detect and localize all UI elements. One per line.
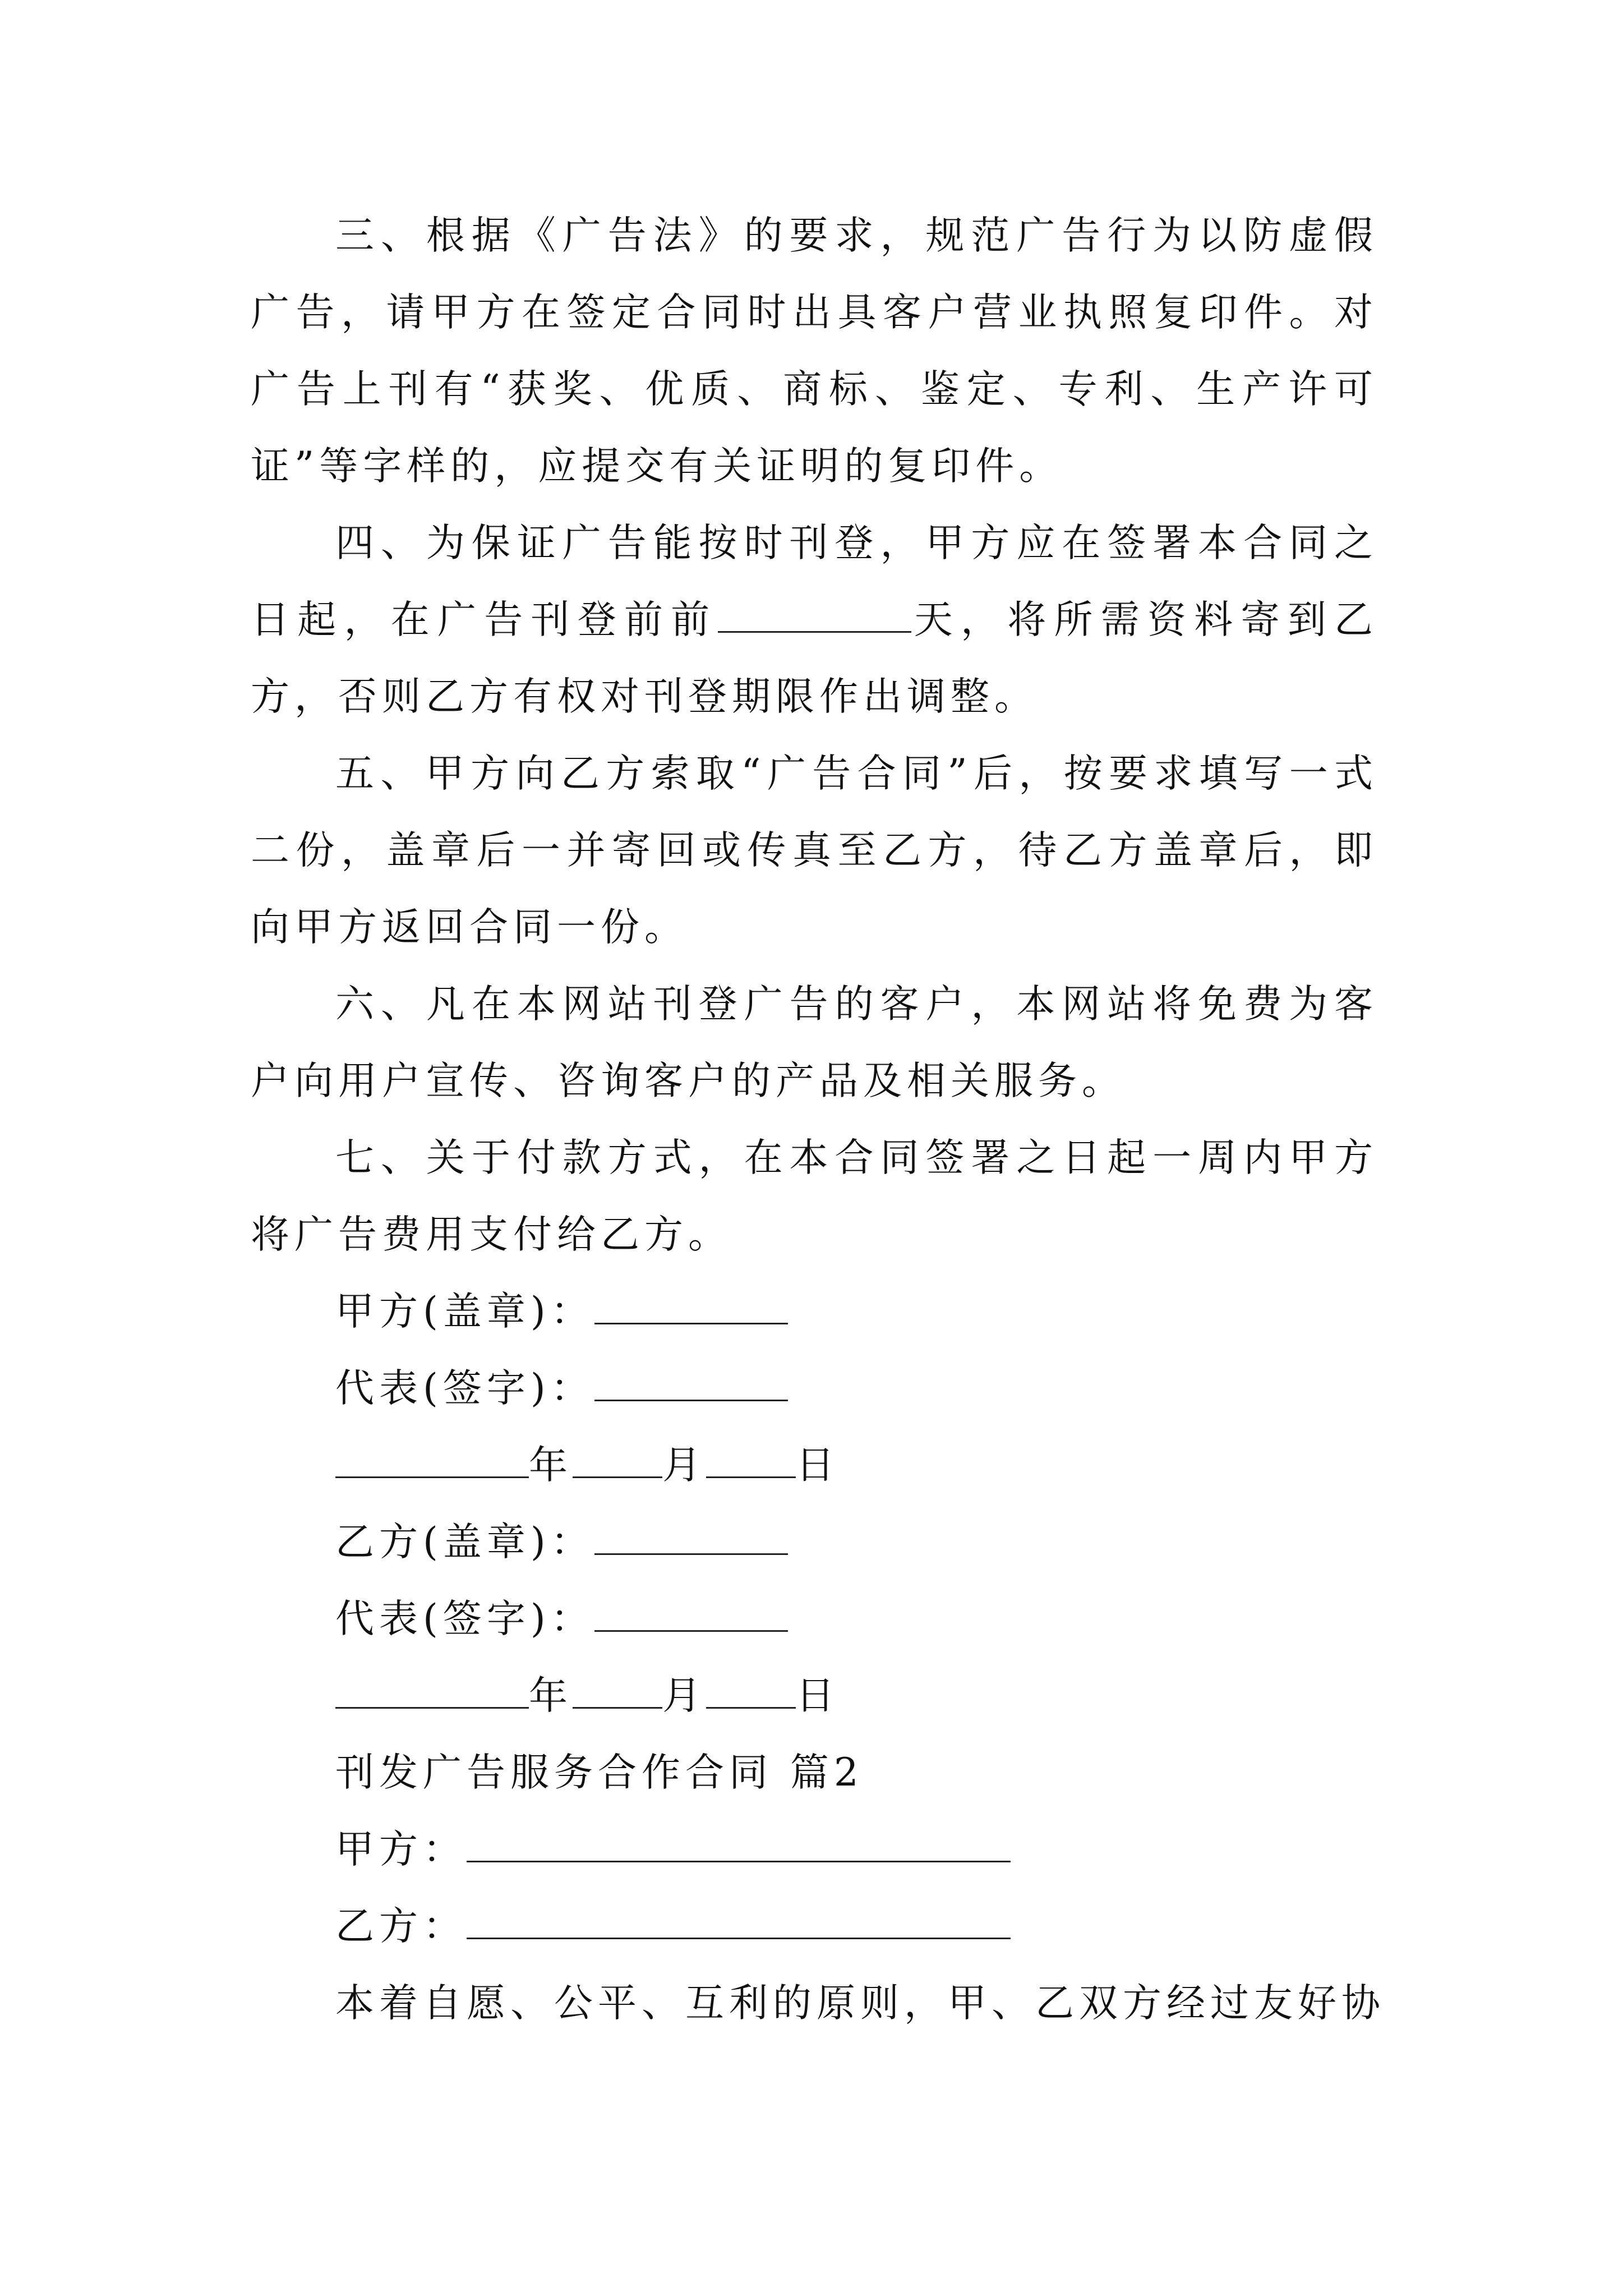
party-a-seal-blank: [594, 1289, 788, 1324]
document-body: [251, 197, 1385, 2042]
party-b-date-line: [251, 1658, 1378, 1734]
month-label: 月: [662, 1443, 706, 1488]
clause-4: [251, 505, 1378, 735]
party-b-seal-label: 乙方(盖章)：: [335, 1520, 594, 1565]
year-blank: [335, 1443, 529, 1478]
party-a-blank: [467, 1827, 1011, 1862]
party-a-rep-blank: [594, 1366, 788, 1401]
day-blank: [706, 1443, 796, 1478]
party-b-rep-line: [251, 1581, 1378, 1658]
day-label: 日: [796, 1443, 840, 1488]
year-label: 年: [529, 1443, 573, 1488]
clause-3: 三、根据《广告法》的要求，规范广告行为以防虚假广告，请甲方在签定合同时出具客户营业执照复印件。对广告上刊有“获奖、优质、商标、鉴定、专利、生产许可证”等字样的，应提交有关证明的复印件。: [251, 213, 1378, 489]
year-blank: [335, 1673, 529, 1709]
party-a-date-line: [251, 1427, 1378, 1504]
party-a-seal-label: 甲方(盖章)：: [335, 1289, 594, 1334]
day-label: 日: [796, 1673, 840, 1718]
days-blank: [718, 597, 911, 633]
month-blank: [573, 1673, 662, 1709]
clause-4-text-end: 天，将所需资料寄到乙方，否则乙方有权对刊登期限作出调整。: [251, 597, 1378, 719]
party-b-line: [251, 1888, 1378, 1965]
month-label: 月: [662, 1673, 706, 1718]
clause-6: 六、凡在本网站刊登广告的客户，本网站将免费为客户向用户宣传、咨询客户的产品及相关服务。: [251, 982, 1378, 1103]
clause-5: 五、甲方向乙方索取“广告合同”后，按要求填写一式二份，盖章后一并寄回或传真至乙方，待乙方盖章后，即向甲方返回合同一份。: [251, 751, 1378, 950]
section-title: 刊发广告服务合作合同 篇2: [335, 1750, 864, 1795]
month-blank: [573, 1443, 662, 1478]
party-b-seal-line: [251, 1504, 1378, 1581]
party-a-label: 甲方：: [335, 1827, 467, 1872]
party-b-rep-blank: [594, 1596, 788, 1632]
year-label: 年: [529, 1673, 573, 1718]
party-a-rep-label: 代表(签字)：: [335, 1366, 594, 1411]
party-b-seal-blank: [594, 1520, 788, 1555]
party-b-blank: [467, 1904, 1011, 1939]
party-a-line: [251, 1811, 1378, 1888]
party-b-label: 乙方：: [335, 1904, 467, 1949]
party-a-rep-line: [251, 1350, 1378, 1427]
day-blank: [706, 1673, 796, 1709]
intro-paragraph: 本着自愿、公平、互利的原则，甲、乙双方经过友好协: [335, 1981, 1385, 2026]
party-b-rep-label: 代表(签字)：: [335, 1596, 594, 1641]
party-a-seal-line: [251, 1273, 1378, 1350]
clause-7: 七、关于付款方式，在本合同签署之日起一周内甲方将广告费用支付给乙方。: [251, 1135, 1378, 1257]
clause-4-text-start: 四、为保证广告能按时刊登，甲方应在签署本合同之日起，在广告刊登前前: [251, 521, 1378, 642]
